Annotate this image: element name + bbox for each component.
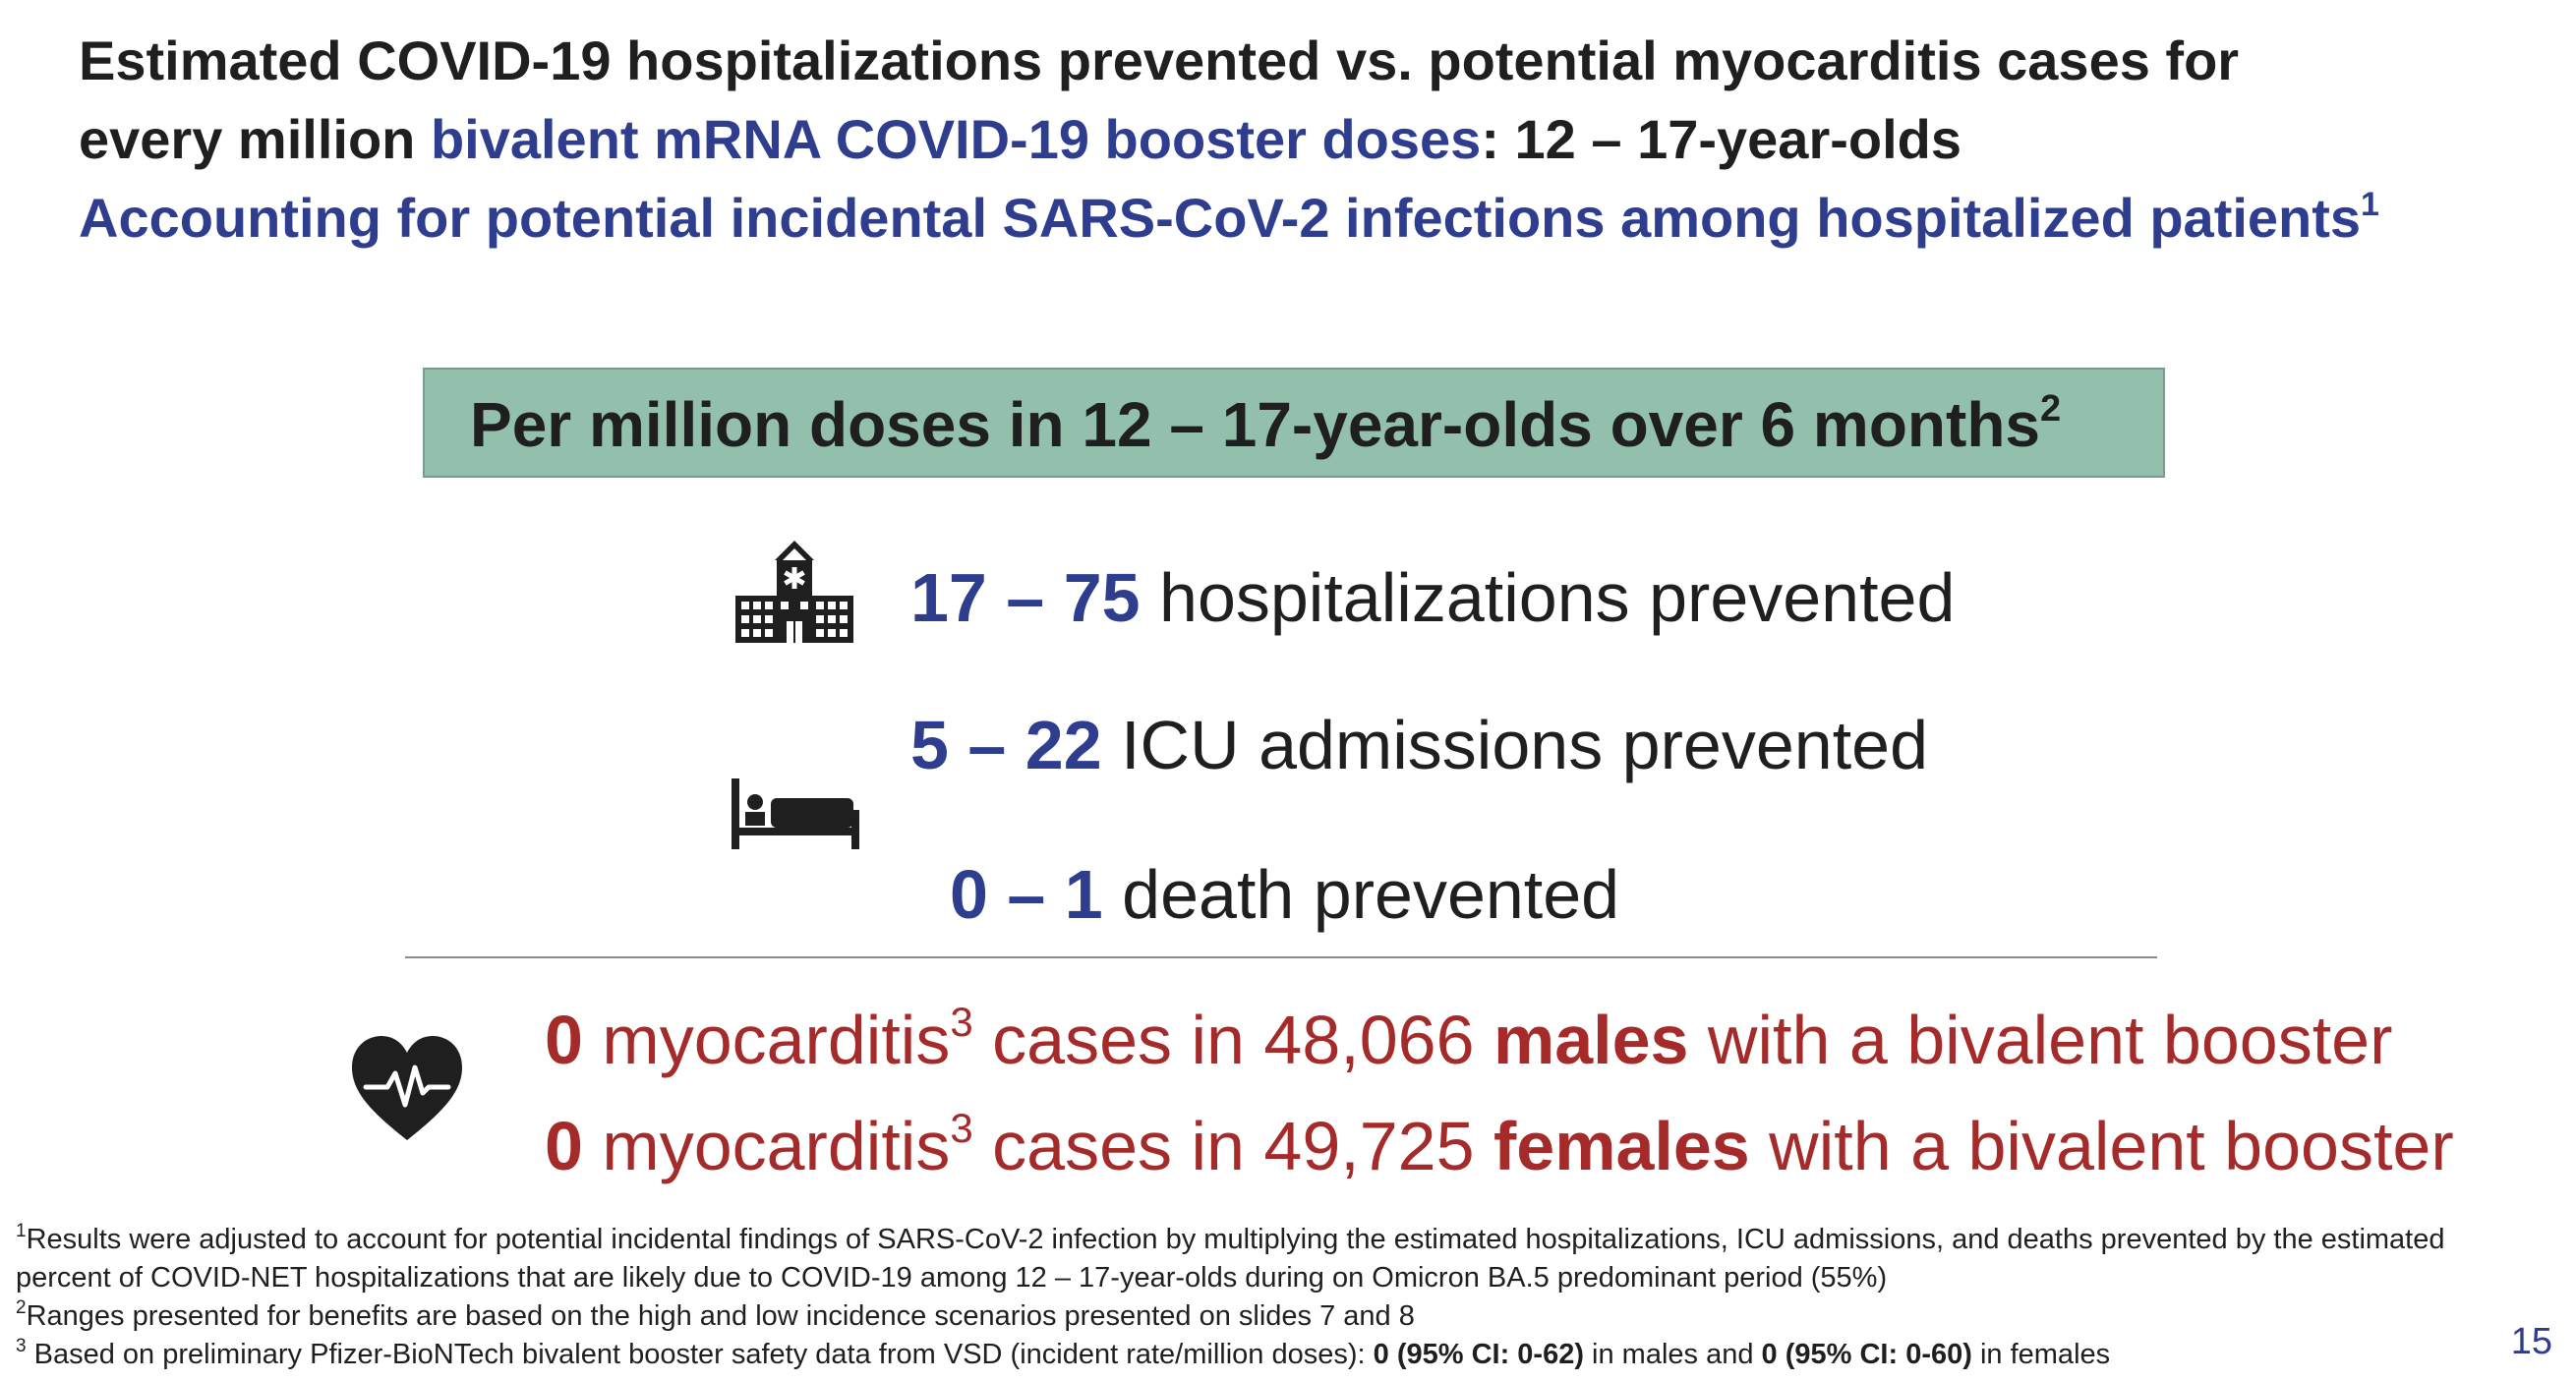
slide-title bbox=[79, 22, 2478, 258]
section-divider bbox=[405, 956, 2157, 958]
title-subtitle: Accounting for potential incidental SARS-CoV-2 infections among hospitalized patients$^1$ bbox=[79, 186, 2379, 249]
title-line-1: Estimated COVID-19 hospitalizations prevented vs. potential myocarditis cases for bbox=[79, 29, 2240, 91]
hospitalizations-prevented bbox=[910, 556, 1955, 639]
banner-footnote-ref: 2 bbox=[2040, 388, 2062, 430]
myocarditis-females: 0 myocarditis$^3$ cases in 49,725 females with a bivalent booster bbox=[545, 1105, 2454, 1184]
females-label: females bbox=[1493, 1108, 1750, 1184]
death-range: 0 – 1 bbox=[950, 856, 1103, 933]
footnote-2: $^2$Ranges presented for benefits are based on the high and low incidence scenarios presented on slides 7 and 8 bbox=[16, 1297, 1415, 1332]
title-footnote-ref: 1 bbox=[2361, 186, 2379, 223]
period-banner bbox=[423, 368, 2165, 478]
footnote-3: $^3$ Based on preliminary Pfizer-BioNTech bivalent booster safety data from VSD (incident rate/million doses): 0 (95% CI: 0-62) in males and 0 (95% CI: 0-60) in females bbox=[16, 1336, 2111, 1370]
icu-admissions-prevented bbox=[910, 704, 1928, 786]
hospitalizations-range: 17 – 75 bbox=[910, 559, 1141, 636]
footnote-1: $^1$Results were adjusted to account for potential incidental findings of SARS-CoV-2 infection by multiplying the estimated hospitalizations, ICU admissions, and deaths prevented by the estimated bbox=[16, 1221, 2445, 1255]
hospitalizations-label: hospitalizations prevented bbox=[1140, 559, 1956, 636]
deaths-prevented bbox=[950, 853, 1619, 936]
myocarditis-males: 0 myocarditis$^3$ cases in 48,066 males with a bivalent booster bbox=[545, 999, 2393, 1078]
death-label: death prevented bbox=[1102, 856, 1620, 933]
footnote-1-continued: percent of COVID-NET hospitalizations that are likely due to COVID-19 among 12 – 17-year-olds during on Omicron BA.5 predominant period (55%) bbox=[16, 1262, 1888, 1294]
hospital-icon bbox=[732, 539, 857, 647]
banner-text: Per million doses in 12 – 17-year-olds over 6 months bbox=[470, 389, 2040, 460]
heart-rate-icon bbox=[350, 1034, 464, 1144]
footnotes bbox=[16, 1221, 2562, 1374]
icu-label: ICU admissions prevented bbox=[1101, 707, 1929, 783]
hospital-bed-icon bbox=[730, 777, 861, 851]
males-label: males bbox=[1493, 1002, 1689, 1078]
title-line-2: every million bivalent mRNA COVID-19 booster doses: 12 – 17-year-olds bbox=[79, 108, 1961, 170]
page-number: 15 bbox=[2510, 1321, 2552, 1362]
icu-range: 5 – 22 bbox=[910, 707, 1102, 783]
title-highlight: bivalent mRNA COVID-19 booster doses bbox=[430, 108, 1482, 170]
